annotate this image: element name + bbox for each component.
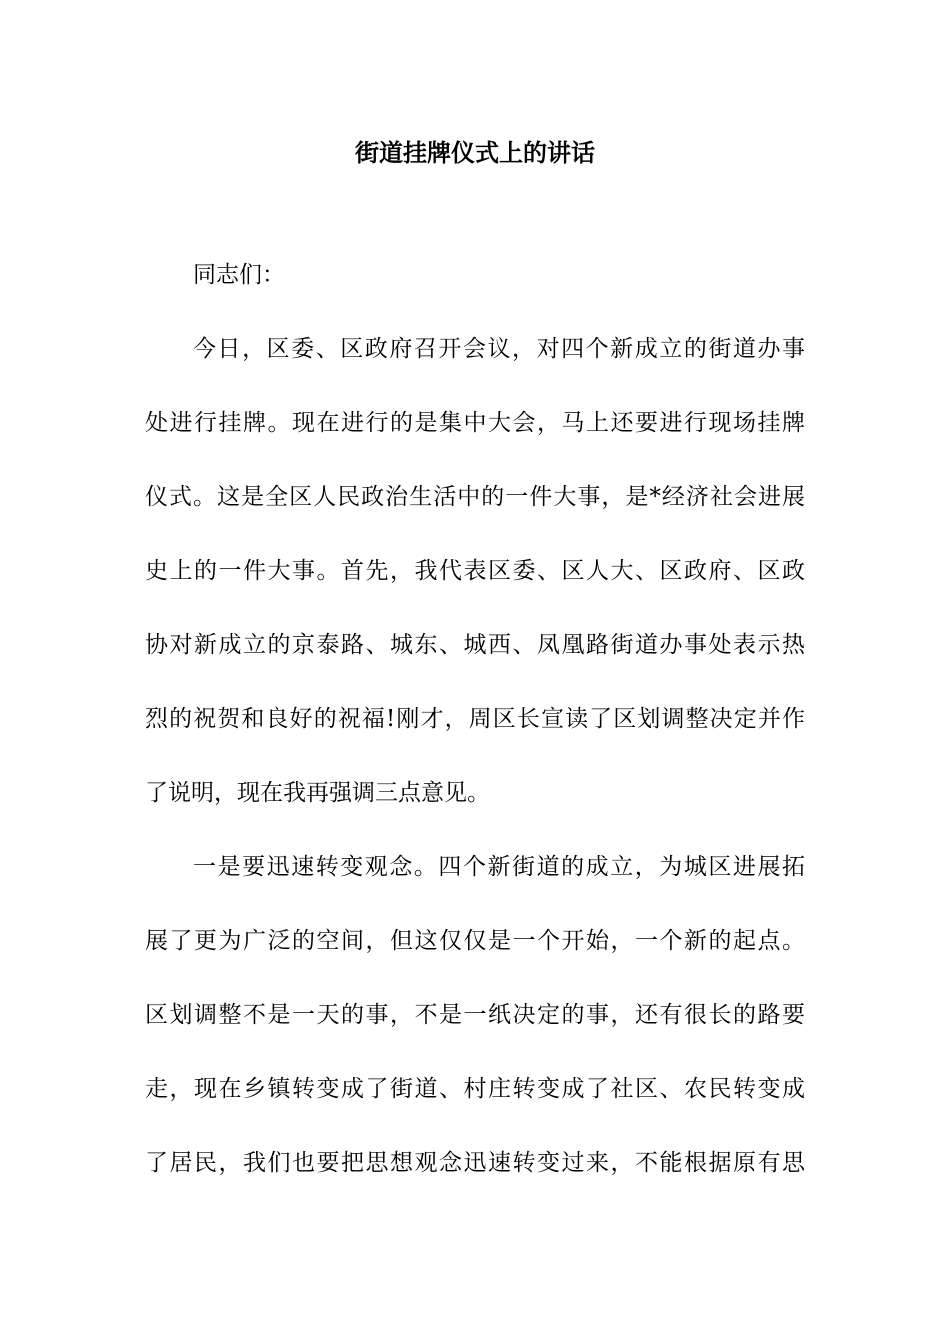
document-body	[145, 255, 805, 1217]
paragraph-2-line-5: 了居民，我们也要把思想观念迅速转变过来，不能根据原有思	[145, 1150, 805, 1176]
paragraph-2-line-2: 展了更为广泛的空间，但这仅仅是一个开始，一个新的起点。	[145, 928, 805, 954]
paragraph-1-line-6: 烈的祝贺和良好的祝福!刚才，周区长宣读了区划调整决定并作	[145, 706, 805, 732]
paragraph-2-line-1: 一是要迅速转变观念。四个新街道的成立，为城区进展拓	[193, 854, 805, 880]
paragraph-1-line-5: 协对新成立的京泰路、城东、城西、凤凰路街道办事处表示热	[145, 632, 805, 658]
paragraph-2-line-4: 走，现在乡镇转变成了街道、村庄转变成了社区、农民转变成	[145, 1076, 805, 1102]
paragraph-2-line-3: 区划调整不是一天的事，不是一纸决定的事，还有很长的路要	[145, 1002, 805, 1028]
salutation-line: 同志们：	[193, 262, 285, 288]
paragraph-1-line-3: 仪式。这是全区人民政治生活中的一件大事，是*经济社会进展	[145, 484, 805, 510]
paragraph-1-line-4: 史上的一件大事。首先，我代表区委、区人大、区政府、区政	[145, 558, 805, 584]
document-title: 街道挂牌仪式上的讲话	[355, 138, 595, 167]
paragraph-1-line-2: 处进行挂牌。现在进行的是集中大会，马上还要进行现场挂牌	[145, 410, 805, 436]
paragraph-1-line-7: 了说明，现在我再强调三点意见。	[145, 780, 490, 806]
paragraph-1-line-1: 今日，区委、区政府召开会议，对四个新成立的街道办事	[193, 336, 805, 362]
